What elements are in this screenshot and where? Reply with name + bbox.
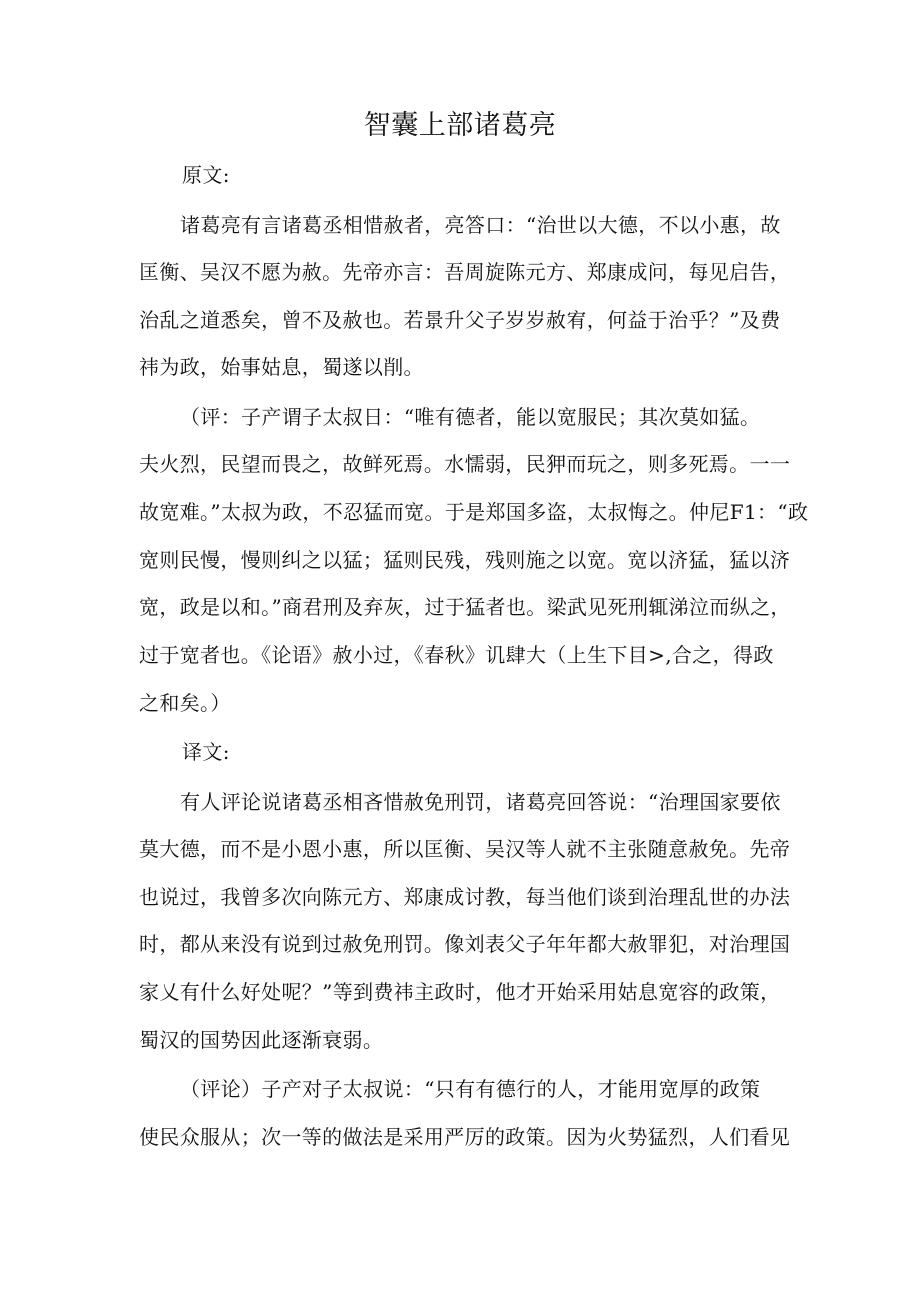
commentary-line-5: 宽，政是以和。”商君刑及弃灰，过于猛者也。梁武见死刑辄涕泣而纵之， — [139, 595, 791, 619]
commentary-line-1: （评：子产谓子太叔日：“唯有德者，能以宽服民；其次莫如猛。 — [180, 405, 761, 429]
translation-line-3: 也说过，我曾多次向陈元方、郑康成讨教，每当他们谈到治理乱世的办法 — [139, 885, 791, 909]
original-line-3: 治乱之道悉矣，曾不及赦也。若景升父子岁岁赦宥，何益于治乎？”及费 — [139, 308, 781, 332]
translation-commentary-line-2: 使民众服从；次一等的做法是采用严厉的政策。因为火势猛烈，人们看见 — [139, 1125, 791, 1149]
original-line-4: 祎为政，始事姑息，蜀遂以削。 — [139, 355, 424, 379]
translation-line-6: 蜀汉的国势因此逐渐衰弱。 — [139, 1028, 384, 1052]
translation-line-4: 时，都从来没有说到过赦免刑罚。像刘表父子年年都大赦罪犯，对治理国 — [139, 932, 791, 956]
commentary-line-3: 故宽难。”太叔为政，不忍猛而宽。于是郑国多盗，太叔悔之。仲尼F1：“政 — [139, 500, 809, 524]
translation-line-5: 家乂有什么好处呢？”等到费祎主政时，他才开始采用姑息宽容的政策， — [139, 980, 781, 1004]
original-line-1: 诸葛亮有言诸葛丞相惜赦者，亮答口：“治世以大德，不以小惠，故 — [180, 213, 781, 237]
commentary-line-2: 夫火烈，民望而畏之，故鲜死焉。水懦弱，民狎而玩之，则多死焉。一一 — [139, 452, 791, 476]
original-line-2: 匡衡、吴汉不愿为赦。先帝亦言：吾周旋陈元方、郑康成问，每见启告， — [139, 260, 791, 284]
translation-line-1: 有人评论说诸葛丞相吝惜赦免刑罚，诸葛亮回答说：“治理国家要依 — [180, 790, 781, 814]
section-heading-translation: 译文: — [182, 740, 230, 764]
commentary-line-6: 过于宽者也。《论语》赦小过，《春秋》讥肆大（上生下目>,合之，得政 — [139, 643, 774, 667]
commentary-line-7: 之和矣。） — [139, 691, 231, 715]
commentary-line-4: 宽则民慢，慢则纠之以猛；猛则民残，残则施之以宽。宽以济猛，猛以济 — [139, 548, 791, 572]
section-heading-original: 原文: — [182, 163, 230, 187]
translation-commentary-line-1: （评论）子产对子太叔说：“只有有德行的人，才能用宽厚的政策 — [180, 1077, 761, 1101]
document-title: 智囊上部诸葛亮 — [363, 110, 557, 141]
translation-line-2: 莫大德，而不是小恩小惠，所以匡衡、吴汉等人就不主张随意赦免。先帝 — [139, 837, 791, 861]
